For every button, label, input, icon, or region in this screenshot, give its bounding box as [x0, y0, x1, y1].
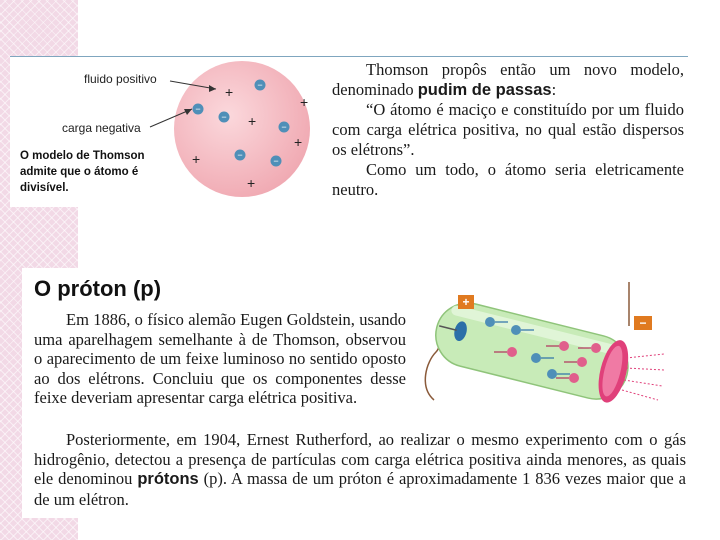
- goldstein-tube-figure: [414, 282, 684, 422]
- figure-caption: O modelo de Thomson admite que o átomo é divisível.: [20, 150, 145, 194]
- positive-charge: +: [247, 175, 256, 191]
- positive-charge: +: [192, 151, 201, 167]
- anode-sign: +: [462, 295, 470, 309]
- electron: [219, 112, 230, 123]
- thomson-quote: “O átomo é maciço e constituído por um fluido com carga elétrica positiva, no qual estão dispersos os elétrons”.: [332, 100, 684, 159]
- goldstein-paragraph: Em 1886, o físico alemão Eugen Goldstein, usando uma aparelhagem semelhante à de Thomson, observou o aparecimento de um feixe luminoso no sentido oposto ao dos elétrons. Concluiu que os componentes desse feixe deveriam apresentar carga elétrica positiva.: [34, 310, 406, 407]
- discharge-tube: [429, 296, 635, 406]
- positive-charge: +: [294, 134, 303, 150]
- pudim-de-passas-term: pudim de passas: [417, 81, 552, 99]
- section-heading: O próton (p): [34, 276, 162, 301]
- atom-sphere: [174, 61, 310, 197]
- cathode-sign: −: [639, 316, 647, 330]
- svg-text:−: −: [281, 122, 287, 132]
- electron: [235, 150, 246, 161]
- electron: [193, 104, 204, 115]
- positive-charge: +: [225, 84, 234, 100]
- protons-term: prótons: [137, 470, 199, 488]
- positive-charge: +: [300, 94, 309, 110]
- label-fluido-positivo: fluido positivo: [84, 72, 157, 86]
- thomson-conclusion: Como um todo, o átomo seria eletricamente neutro.: [332, 160, 684, 199]
- svg-text:−: −: [221, 112, 227, 122]
- rutherford-paragraph: Posteriormente, em 1904, Ernest Rutherford, ao realizar o mesmo experimento com o gás hidrogênio, detectou a presença de partículas com carga elétrica positiva ainda menores, as quais ele denominou prótons (p). A massa de um próton é aproximadamente 1 836 vezes maior que a de um elétron.: [34, 430, 686, 509]
- thomson-paragraph: Thomson propôs então um novo modelo, denominado pudim de passas:: [332, 60, 684, 99]
- label-carga-negativa: carga negativa: [62, 121, 141, 135]
- svg-text:−: −: [237, 150, 243, 160]
- positive-charge: +: [248, 113, 257, 129]
- electron: [271, 156, 282, 167]
- electron: [255, 80, 266, 91]
- canal-rays: [622, 354, 664, 400]
- svg-text:−: −: [195, 104, 201, 114]
- svg-text:−: −: [273, 156, 279, 166]
- svg-text:−: −: [257, 80, 263, 90]
- electron: [279, 122, 290, 133]
- thomson-text: [332, 60, 684, 200]
